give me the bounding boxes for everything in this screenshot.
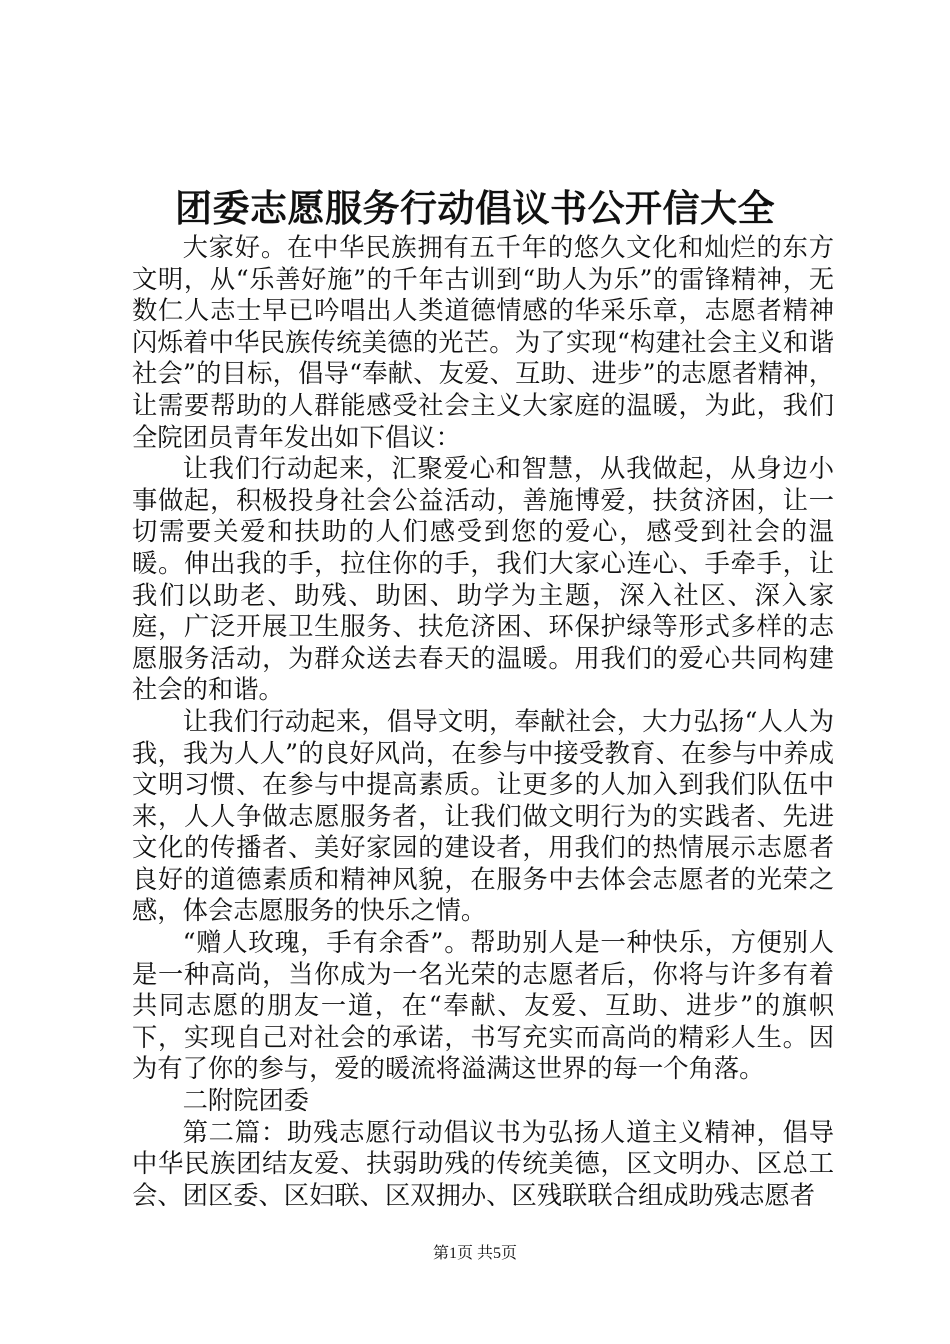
page-number-footer: 第1页 共5页 bbox=[432, 1245, 517, 1262]
paragraph-second-article: 第二篇：助残志愿行动倡议书为弘扬人道主义精神，倡导中华民族团结友爱、扶弱助残的传统美德，区文明办、区总工会、团区委、区妇联、区双拥办、区残联联合组成助残志愿者 bbox=[132, 1117, 834, 1210]
paragraph-intro: 大家好。在中华民族拥有五千年的悠久文化和灿烂的东方文明，从“乐善好施”的千年古训到“助人为乐”的雷锋精神，无数仁人志士早已吟唱出人类道德情感的华采乐章，志愿者精神闪烁着中华民族传统美德的光芒。为了实现“构建社会主义和谐社会”的目标，倡导“奉献、友爱、互助、进步”的志愿者精神，让需要帮助的人群能感受社会主义大家庭的温暖，为此，我们全院团员青年发出如下倡议： bbox=[132, 233, 834, 452]
paragraph-action-civilization: 让我们行动起来，倡导文明，奉献社会，大力弘扬“人人为我，我为人人”的良好风尚，在参与中接受教育、在参与中养成文明习惯、在参与中提高素质。让更多的人加入到我们队伍中来，人人争做志愿服务者，让我们做文明行为的实践者、先进文化的传播者、美好家园的建设者，用我们的热情展示志愿者良好的道德素质和精神风貌，在服务中去体会志愿者的光荣之感，体会志愿服务的快乐之情。 bbox=[132, 706, 834, 926]
paragraph-roses: “赠人玫瑰，手有余香”。帮助别人是一种快乐，方便别人是一种高尚，当你成为一名光荣的志愿者后，你将与许多有着共同志愿的朋友一道，在“奉献、友爱、互助、进步”的旗帜下，实现自己对社会的承诺，书写充实而高尚的精彩人生。因为有了你的参与，爱的暖流将溢满这世界的每一个角落。 bbox=[132, 928, 834, 1084]
signature: 二附院团委 bbox=[182, 1086, 310, 1116]
paragraph-action-love: 让我们行动起来，汇聚爱心和智慧，从我做起，从身边小事做起，积极投身社会公益活动，善施博爱，扶贫济困，让一切需要关爱和扶助的人们感受到您的爱心，感受到社会的温暖。伸出我的手，拉住你的手，我们大家心连心、手牵手，让我们以助老、助残、助困、助学为主题，深入社区、深入家庭，广泛开展卫生服务、扶危济困、环保护绿等形式多样的志愿服务活动，为群众送去春天的温暖。用我们的爱心共同构建社会的和谐。 bbox=[132, 454, 834, 705]
document-title: 团委志愿服务行动倡议书公开信大全 bbox=[175, 186, 775, 230]
document-body bbox=[132, 232, 834, 1211]
